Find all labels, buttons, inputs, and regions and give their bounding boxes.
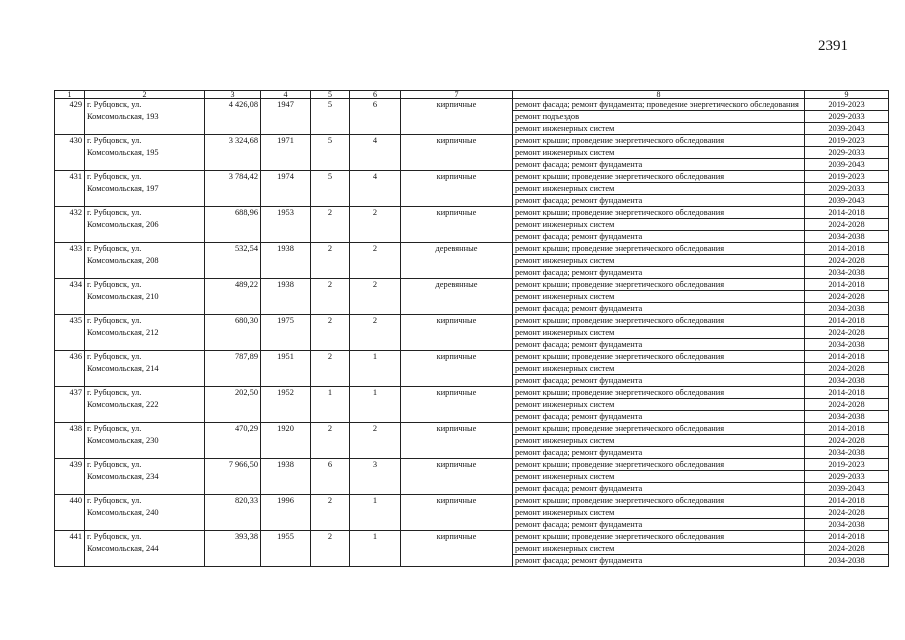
period-cell: 2024-2028 (805, 255, 889, 267)
floors-cell: 2 (311, 351, 350, 387)
year-cell: 1938 (261, 459, 311, 495)
material-cell: кирпичные (401, 531, 513, 567)
work-type-cell: ремонт фасада; ремонт фундамента (513, 411, 805, 423)
year-cell: 1971 (261, 135, 311, 171)
period-cell: 2019-2023 (805, 171, 889, 183)
entrances-cell: 2 (350, 279, 401, 315)
address-line-2: Комсомольская, 197 (87, 184, 159, 193)
period-cell: 2039-2043 (805, 483, 889, 495)
period-cell: 2024-2028 (805, 399, 889, 411)
floors-cell: 2 (311, 243, 350, 279)
column-header: 2 (85, 91, 205, 99)
area-cell: 393,38 (205, 531, 261, 567)
table-row (55, 243, 889, 255)
period-cell: 2024-2028 (805, 219, 889, 231)
table-row (55, 495, 889, 507)
material-cell: кирпичные (401, 171, 513, 207)
period-cell: 2024-2028 (805, 327, 889, 339)
period-cell: 2034-2038 (805, 519, 889, 531)
entrances-cell: 6 (350, 99, 401, 135)
period-cell: 2034-2038 (805, 555, 889, 567)
work-type-cell: ремонт фасада; ремонт фундамента (513, 339, 805, 351)
work-type-cell: ремонт инженерных систем (513, 123, 805, 135)
period-cell: 2034-2038 (805, 303, 889, 315)
column-header: 1 (55, 91, 85, 99)
row-number: 436 (55, 351, 85, 387)
table-row (55, 351, 889, 363)
work-type-cell: ремонт фасада; ремонт фундамента; проведение энергетического обследования (513, 99, 805, 111)
table-row (55, 279, 889, 291)
period-cell: 2034-2038 (805, 267, 889, 279)
period-cell: 2034-2038 (805, 339, 889, 351)
area-cell: 7 966,50 (205, 459, 261, 495)
year-cell: 1996 (261, 495, 311, 531)
table-row (55, 207, 889, 219)
work-type-cell: ремонт инженерных систем (513, 291, 805, 303)
row-number: 434 (55, 279, 85, 315)
address-line-2: Комсомольская, 230 (87, 436, 159, 445)
address-line-1: г. Рубцовск, ул. (87, 424, 142, 433)
address-cell (85, 531, 205, 567)
address-cell (85, 171, 205, 207)
period-cell: 2039-2043 (805, 195, 889, 207)
period-cell: 2034-2038 (805, 231, 889, 243)
year-cell: 1938 (261, 243, 311, 279)
area-cell: 680,30 (205, 315, 261, 351)
address-cell (85, 207, 205, 243)
row-number: 433 (55, 243, 85, 279)
period-cell: 2029-2033 (805, 183, 889, 195)
work-type-cell: ремонт крыши; проведение энергетического обследования (513, 423, 805, 435)
row-number: 429 (55, 99, 85, 135)
period-cell: 2019-2023 (805, 459, 889, 471)
work-type-cell: ремонт крыши; проведение энергетического обследования (513, 387, 805, 399)
table-row (55, 459, 889, 471)
address-line-1: г. Рубцовск, ул. (87, 100, 142, 109)
table-body (55, 99, 889, 567)
address-cell (85, 315, 205, 351)
year-cell: 1947 (261, 99, 311, 135)
area-cell: 688,96 (205, 207, 261, 243)
row-number: 438 (55, 423, 85, 459)
address-cell (85, 135, 205, 171)
period-cell: 2034-2038 (805, 411, 889, 423)
address-line-2: Комсомольская, 240 (87, 508, 159, 517)
address-line-1: г. Рубцовск, ул. (87, 280, 142, 289)
area-cell: 4 426,08 (205, 99, 261, 135)
column-header: 5 (311, 91, 350, 99)
work-type-cell: ремонт крыши; проведение энергетического обследования (513, 351, 805, 363)
period-cell: 2024-2028 (805, 363, 889, 375)
period-cell: 2019-2023 (805, 99, 889, 111)
row-number: 439 (55, 459, 85, 495)
entrances-cell: 2 (350, 315, 401, 351)
table-row (55, 315, 889, 327)
period-cell: 2024-2028 (805, 291, 889, 303)
entrances-cell: 1 (350, 495, 401, 531)
period-cell: 2029-2033 (805, 147, 889, 159)
address-cell (85, 243, 205, 279)
column-number-row (55, 91, 889, 99)
period-cell: 2014-2018 (805, 351, 889, 363)
period-cell: 2014-2018 (805, 279, 889, 291)
row-number: 440 (55, 495, 85, 531)
address-line-1: г. Рубцовск, ул. (87, 532, 142, 541)
row-number: 431 (55, 171, 85, 207)
address-cell (85, 351, 205, 387)
area-cell: 489,22 (205, 279, 261, 315)
address-line-2: Комсомольская, 234 (87, 472, 159, 481)
period-cell: 2024-2028 (805, 507, 889, 519)
period-cell: 2039-2043 (805, 123, 889, 135)
work-type-cell: ремонт инженерных систем (513, 507, 805, 519)
floors-cell: 5 (311, 135, 350, 171)
entrances-cell: 2 (350, 207, 401, 243)
entrances-cell: 1 (350, 531, 401, 567)
work-type-cell: ремонт инженерных систем (513, 471, 805, 483)
address-line-1: г. Рубцовск, ул. (87, 352, 142, 361)
work-type-cell: ремонт инженерных систем (513, 183, 805, 195)
floors-cell: 5 (311, 171, 350, 207)
area-cell: 532,54 (205, 243, 261, 279)
address-cell (85, 495, 205, 531)
area-cell: 787,89 (205, 351, 261, 387)
floors-cell: 6 (311, 459, 350, 495)
row-number: 432 (55, 207, 85, 243)
address-line-2: Комсомольская, 214 (87, 364, 159, 373)
work-type-cell: ремонт крыши; проведение энергетического обследования (513, 135, 805, 147)
period-cell: 2014-2018 (805, 207, 889, 219)
address-line-1: г. Рубцовск, ул. (87, 496, 142, 505)
table-row (55, 423, 889, 435)
floors-cell: 1 (311, 387, 350, 423)
address-line-1: г. Рубцовск, ул. (87, 316, 142, 325)
floors-cell: 2 (311, 279, 350, 315)
address-cell (85, 279, 205, 315)
year-cell: 1955 (261, 531, 311, 567)
material-cell: кирпичные (401, 207, 513, 243)
area-cell: 3 324,68 (205, 135, 261, 171)
work-type-cell: ремонт крыши; проведение энергетического обследования (513, 315, 805, 327)
period-cell: 2029-2033 (805, 471, 889, 483)
period-cell: 2014-2018 (805, 423, 889, 435)
work-type-cell: ремонт фасада; ремонт фундамента (513, 267, 805, 279)
address-line-1: г. Рубцовск, ул. (87, 172, 142, 181)
entrances-cell: 3 (350, 459, 401, 495)
address-line-1: г. Рубцовск, ул. (87, 460, 142, 469)
table-row (55, 387, 889, 399)
address-line-2: Комсомольская, 195 (87, 148, 159, 157)
work-type-cell: ремонт подъездов (513, 111, 805, 123)
table-row (55, 171, 889, 183)
year-cell: 1938 (261, 279, 311, 315)
address-line-2: Комсомольская, 212 (87, 328, 159, 337)
year-cell: 1952 (261, 387, 311, 423)
work-type-cell: ремонт крыши; проведение энергетического обследования (513, 207, 805, 219)
material-cell: деревянные (401, 243, 513, 279)
floors-cell: 2 (311, 531, 350, 567)
work-type-cell: ремонт фасада; ремонт фундамента (513, 447, 805, 459)
year-cell: 1953 (261, 207, 311, 243)
period-cell: 2014-2018 (805, 495, 889, 507)
work-type-cell: ремонт фасада; ремонт фундамента (513, 303, 805, 315)
address-line-1: г. Рубцовск, ул. (87, 136, 142, 145)
period-cell: 2034-2038 (805, 447, 889, 459)
work-type-cell: ремонт крыши; проведение энергетического обследования (513, 495, 805, 507)
floors-cell: 2 (311, 423, 350, 459)
column-header: 7 (401, 91, 513, 99)
material-cell: кирпичные (401, 495, 513, 531)
row-number: 435 (55, 315, 85, 351)
work-type-cell: ремонт крыши; проведение энергетического обследования (513, 243, 805, 255)
floors-cell: 2 (311, 315, 350, 351)
address-cell (85, 423, 205, 459)
entrances-cell: 1 (350, 351, 401, 387)
address-line-2: Комсомольская, 210 (87, 292, 159, 301)
area-cell: 470,29 (205, 423, 261, 459)
material-cell: кирпичные (401, 423, 513, 459)
work-type-cell: ремонт инженерных систем (513, 543, 805, 555)
work-type-cell: ремонт крыши; проведение энергетического обследования (513, 279, 805, 291)
area-cell: 3 784,42 (205, 171, 261, 207)
work-type-cell: ремонт инженерных систем (513, 435, 805, 447)
repair-schedule-table (54, 90, 889, 567)
entrances-cell: 2 (350, 423, 401, 459)
entrances-cell: 2 (350, 243, 401, 279)
material-cell: кирпичные (401, 387, 513, 423)
column-header: 8 (513, 91, 805, 99)
page-number: 2391 (818, 38, 848, 54)
address-cell (85, 459, 205, 495)
entrances-cell: 1 (350, 387, 401, 423)
work-type-cell: ремонт инженерных систем (513, 363, 805, 375)
floors-cell: 5 (311, 99, 350, 135)
material-cell: кирпичные (401, 99, 513, 135)
area-cell: 202,50 (205, 387, 261, 423)
table-row (55, 99, 889, 111)
table-row (55, 531, 889, 543)
year-cell: 1920 (261, 423, 311, 459)
address-line-2: Комсомольская, 222 (87, 400, 159, 409)
work-type-cell: ремонт фасада; ремонт фундамента (513, 519, 805, 531)
period-cell: 2014-2018 (805, 315, 889, 327)
work-type-cell: ремонт крыши; проведение энергетического обследования (513, 531, 805, 543)
material-cell: кирпичные (401, 315, 513, 351)
work-type-cell: ремонт фасада; ремонт фундамента (513, 375, 805, 387)
address-cell (85, 99, 205, 135)
address-cell (85, 387, 205, 423)
area-cell: 820,33 (205, 495, 261, 531)
year-cell: 1951 (261, 351, 311, 387)
table-row (55, 135, 889, 147)
work-type-cell: ремонт инженерных систем (513, 219, 805, 231)
period-cell: 2029-2033 (805, 111, 889, 123)
period-cell: 2024-2028 (805, 435, 889, 447)
address-line-2: Комсомольская, 208 (87, 256, 159, 265)
year-cell: 1974 (261, 171, 311, 207)
work-type-cell: ремонт инженерных систем (513, 255, 805, 267)
work-type-cell: ремонт инженерных систем (513, 147, 805, 159)
work-type-cell: ремонт инженерных систем (513, 327, 805, 339)
address-line-1: г. Рубцовск, ул. (87, 388, 142, 397)
work-type-cell: ремонт фасада; ремонт фундамента (513, 231, 805, 243)
material-cell: кирпичные (401, 351, 513, 387)
period-cell: 2014-2018 (805, 243, 889, 255)
address-line-2: Комсомольская, 244 (87, 544, 159, 553)
row-number: 430 (55, 135, 85, 171)
entrances-cell: 4 (350, 171, 401, 207)
work-type-cell: ремонт фасада; ремонт фундамента (513, 483, 805, 495)
material-cell: кирпичные (401, 135, 513, 171)
floors-cell: 2 (311, 207, 350, 243)
work-type-cell: ремонт крыши; проведение энергетического обследования (513, 459, 805, 471)
column-header: 9 (805, 91, 889, 99)
work-type-cell: ремонт крыши; проведение энергетического обследования (513, 171, 805, 183)
material-cell: деревянные (401, 279, 513, 315)
address-line-1: г. Рубцовск, ул. (87, 208, 142, 217)
period-cell: 2014-2018 (805, 387, 889, 399)
address-line-2: Комсомольская, 193 (87, 112, 159, 121)
period-cell: 2034-2038 (805, 375, 889, 387)
work-type-cell: ремонт фасада; ремонт фундамента (513, 195, 805, 207)
year-cell: 1975 (261, 315, 311, 351)
work-type-cell: ремонт фасада; ремонт фундамента (513, 555, 805, 567)
column-header: 4 (261, 91, 311, 99)
period-cell: 2039-2043 (805, 159, 889, 171)
column-header: 3 (205, 91, 261, 99)
material-cell: кирпичные (401, 459, 513, 495)
entrances-cell: 4 (350, 135, 401, 171)
address-line-2: Комсомольская, 206 (87, 220, 159, 229)
address-line-1: г. Рубцовск, ул. (87, 244, 142, 253)
period-cell: 2019-2023 (805, 135, 889, 147)
period-cell: 2024-2028 (805, 543, 889, 555)
row-number: 441 (55, 531, 85, 567)
period-cell: 2014-2018 (805, 531, 889, 543)
row-number: 437 (55, 387, 85, 423)
work-type-cell: ремонт инженерных систем (513, 399, 805, 411)
floors-cell: 2 (311, 495, 350, 531)
column-header: 6 (350, 91, 401, 99)
work-type-cell: ремонт фасада; ремонт фундамента (513, 159, 805, 171)
